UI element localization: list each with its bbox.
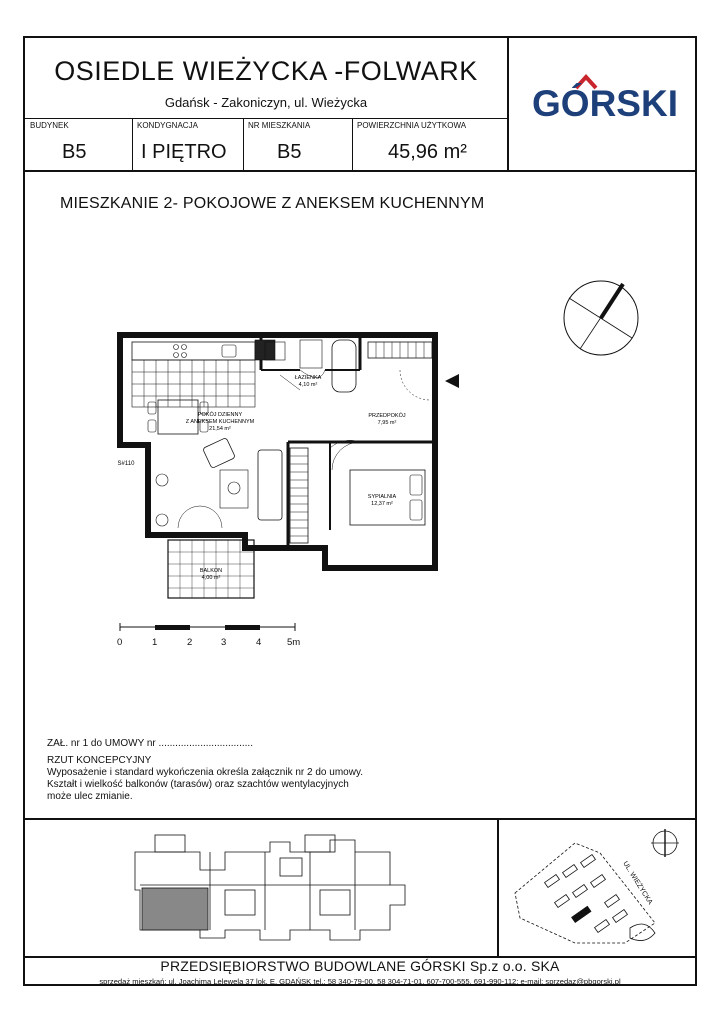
bathroom-label: ŁAZIENKA [294, 375, 322, 381]
site-divider [497, 818, 499, 956]
building-key-plan [130, 830, 410, 948]
hall-label: PRZEDPOKÓJ [368, 413, 406, 419]
gorski-logo [520, 70, 690, 130]
balcony-note: Kształt i wielkość balkonów (tarasów) oraz szachtów wentylacyjnych [47, 779, 349, 790]
scale-bar [115, 620, 305, 634]
apartment-heading: MIESZKANIE 2- POKOJOWE Z ANEKSEM KUCHENNYM [60, 195, 485, 212]
living-room-sublabel: Z ANEKSEM KUCHENNYM [185, 419, 255, 425]
entrance-arrow-icon [444, 373, 460, 389]
scale-label-3: 3 [221, 637, 227, 648]
bedroom-label: SYPIALNIA [367, 494, 397, 500]
living-room-label: POKÓJ DZIENNY [197, 412, 243, 418]
bathroom-area: 4,10 m² [298, 382, 318, 388]
attachment-note: ZAŁ. nr 1 do UMOWY nr .................................. [47, 738, 253, 749]
nr-mieszkania-value: B5 [277, 141, 302, 163]
scale-label-5: 5m [287, 637, 301, 648]
company-name: PRZEDSIĘBIORSTWO BUDOWLANE GÓRSKI Sp.z o.o. SKA [160, 958, 560, 974]
concept-note: RZUT KONCEPCYJNY [47, 755, 152, 766]
apartment-highlight [142, 888, 208, 930]
street-label: UL. WIEŻYCKA [621, 860, 654, 906]
hall-area: 7,95 m² [377, 420, 397, 426]
nr-mieszkania-label: NR MIESZKANIA [248, 121, 311, 130]
brand-wordmark: GÓRSKI [532, 83, 678, 124]
window-sill-label: S#110 [117, 461, 135, 467]
info-divider-1 [132, 118, 133, 170]
project-address: Gdańsk - Zakoniczyn, ul. Wieżycka [164, 95, 368, 110]
building-b5-marker [571, 906, 591, 923]
balcony-label: BALKON [199, 568, 223, 574]
scale-label-2: 2 [187, 637, 193, 648]
scale-label-4: 4 [256, 637, 262, 648]
compass-icon [560, 277, 642, 359]
powierzchnia-label: POWIERZCHNIA UŻYTKOWA [357, 121, 467, 130]
header-rule [23, 118, 507, 119]
scale-label-0: 0 [117, 637, 123, 648]
change-note: może ulec zmianie. [47, 791, 133, 802]
budynek-label: BUDYNEK [30, 121, 69, 130]
balcony-area: 4,00 m² [201, 575, 221, 581]
info-divider-3 [352, 118, 353, 170]
scale-label-1: 1 [152, 637, 158, 648]
floor-plan [110, 330, 455, 605]
powierzchnia-value: 45,96 m² [388, 141, 467, 163]
bedroom-area: 12,37 m² [371, 501, 393, 507]
living-room-area: 21,54 m² [209, 426, 231, 432]
equipment-note: Wyposażenie i standard wykończenia określa załącznik nr 2 do umowy. [47, 767, 363, 778]
budynek-value: B5 [62, 141, 87, 163]
header-bottom-rule [23, 170, 697, 172]
header-divider [507, 36, 509, 170]
kondygnacja-value: I PIĘTRO [141, 141, 227, 163]
site-plan [505, 823, 695, 953]
plan-bottom-rule [23, 818, 697, 820]
project-title: OSIEDLE WIEŻYCKA -FOLWARK [54, 56, 478, 86]
sales-contact: sprzedaż mieszkań: ul. Joachima Lelewela 37 lok. E, GDAŃSK tel.: 58 340-79-00, 58 304-71-01, 607-700-555, 691-990-112; e-mail: sprzedaz@pbgorski.pl [99, 977, 621, 986]
kondygnacja-label: KONDYGNACJA [137, 121, 198, 130]
info-divider-2 [243, 118, 244, 170]
